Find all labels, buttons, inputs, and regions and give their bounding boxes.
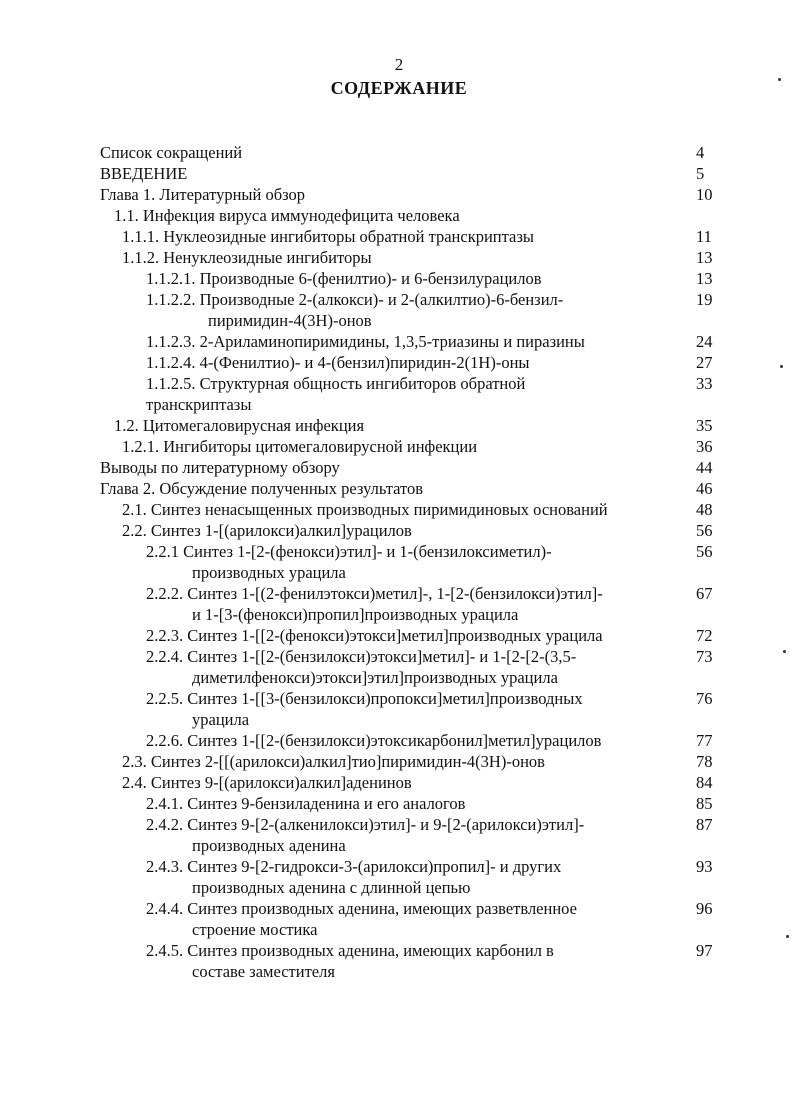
- toc-entry-text: 1.1.2.5. Структурная общность ингибиторов обратной: [146, 374, 526, 393]
- toc-entry-text: 1.1.2.4. 4-(Фенилтио)- и 4-(бензил)пиридин-2(1Н)-оны: [146, 353, 530, 372]
- toc-entry: [0, 625, 798, 646]
- toc-entry-page: 13: [696, 269, 713, 288]
- toc-entry: [0, 688, 798, 730]
- toc-entry-text: 2.2. Синтез 1-[(арилокси)алкил]урацилов: [122, 521, 412, 540]
- toc-entry-text: 2.2.3. Синтез 1-[[2-(фенокси)этокси]метил]производных урацила: [146, 626, 603, 645]
- toc-entry: [0, 247, 798, 268]
- toc-entry-page: 36: [696, 437, 713, 456]
- toc-entry: [0, 163, 798, 184]
- toc-entry-text: 2.4. Синтез 9-[(арилокси)алкил]аденинов: [122, 773, 412, 792]
- toc-entry: [0, 793, 798, 814]
- toc-entry-page: 78: [696, 752, 713, 771]
- toc-entry: [0, 226, 798, 247]
- scan-speck: [786, 935, 789, 938]
- toc-entry: [0, 856, 798, 898]
- toc-entry-text: 1.1.2.1. Производные 6-(фенилтио)- и 6-бензилурацилов: [146, 269, 542, 288]
- toc-entry-page: 46: [696, 479, 713, 498]
- toc-entry: [0, 730, 798, 751]
- toc-entry: [0, 352, 798, 373]
- toc-entry: [0, 646, 798, 688]
- toc-entry: [0, 331, 798, 352]
- toc-entry-page: 56: [696, 542, 713, 561]
- toc-entry: [0, 583, 798, 625]
- toc-entry-page: 33: [696, 374, 713, 393]
- scan-speck: [783, 650, 786, 653]
- toc-entry-continuation: транскриптазы: [146, 395, 252, 414]
- toc-entry-text: 1.1.2.2. Производные 2-(алкокси)- и 2-(алкилтио)-6-бензил-: [146, 290, 564, 309]
- toc-entry: [0, 457, 798, 478]
- toc-entry-text: Выводы по литературному обзору: [100, 458, 340, 477]
- toc-entry-text: 2.1. Синтез ненасыщенных производных пиримидиновых оснований: [122, 500, 608, 519]
- toc-entry-text: 2.2.2. Синтез 1-[(2-фенилэтокси)метил]-, 1-[2-(бензилокси)этил]-: [146, 584, 603, 603]
- toc-entry-page: 44: [696, 458, 713, 477]
- toc-entry-continuation: производных аденина с длинной цепью: [192, 878, 471, 897]
- toc-entry: [0, 940, 798, 982]
- toc-entry-text: 2.4.1. Синтез 9-бензиладенина и его аналогов: [146, 794, 466, 813]
- toc-entry-page: 67: [696, 584, 713, 603]
- toc-entry-page: 96: [696, 899, 713, 918]
- toc-entry-text: 1.1.2.3. 2-Ариламинопиримидины, 1,3,5-триазины и пиразины: [146, 332, 585, 351]
- toc-entry-page: 11: [696, 227, 712, 246]
- toc-entry-text: Список сокращений: [100, 143, 243, 162]
- toc-entry-text: 2.4.4. Синтез производных аденина, имеющих разветвленное: [146, 899, 577, 918]
- toc-entry-continuation: строение мостика: [192, 920, 318, 939]
- toc-entry-page: 35: [696, 416, 713, 435]
- toc-entry-page: 85: [696, 794, 713, 813]
- toc-entry-page: 73: [696, 647, 713, 666]
- toc-entry-text: 2.2.1 Синтез 1-[2-(фенокси)этил]- и 1-(бензилоксиметил)-: [146, 542, 552, 561]
- toc-entry-page: 13: [696, 248, 713, 267]
- toc-entry: [0, 289, 798, 331]
- toc-entry: [0, 520, 798, 541]
- toc-entry: [0, 184, 798, 205]
- toc-entry-text: 1.1.1. Нуклеозидные ингибиторы обратной транскриптазы: [122, 227, 534, 246]
- toc-entry: [0, 478, 798, 499]
- toc-entry-page: 97: [696, 941, 713, 960]
- toc-entry-text: 1.1. Инфекция вируса иммунодефицита человека: [114, 206, 460, 225]
- toc-entry-text: 1.2. Цитомегаловирусная инфекция: [114, 416, 365, 435]
- toc-entry: [0, 436, 798, 457]
- page-number: 2: [394, 55, 404, 74]
- toc-entry-text: Глава 2. Обсуждение полученных результатов: [100, 479, 424, 498]
- toc-entry-page: 72: [696, 626, 713, 645]
- toc-entry-text: 2.4.3. Синтез 9-[2-гидрокси-3-(арилокси)пропил]- и других: [146, 857, 562, 876]
- toc-entry-text: Глава 1. Литературный обзор: [100, 185, 306, 204]
- toc-entry: [0, 499, 798, 520]
- toc-entry-text: 1.1.2. Ненуклеозидные ингибиторы: [122, 248, 372, 267]
- toc-entry-page: 10: [696, 185, 713, 204]
- toc-entry-text: 2.4.2. Синтез 9-[2-(алкенилокси)этил]- и 9-[2-(арилокси)этил]-: [146, 815, 585, 834]
- toc-entry-text: 2.2.5. Синтез 1-[[3-(бензилокси)пропокси]метил]производных: [146, 689, 583, 708]
- toc-entry-page: 77: [696, 731, 713, 750]
- toc-entry-page: 93: [696, 857, 713, 876]
- toc-entry-page: 24: [696, 332, 713, 351]
- toc-entry-text: 2.4.5. Синтез производных аденина, имеющих карбонил в: [146, 941, 554, 960]
- toc-entry: [0, 373, 798, 415]
- toc-entry: [0, 541, 798, 583]
- toc-entry-page: 19: [696, 290, 713, 309]
- scan-speck: [780, 365, 783, 368]
- toc-entry-text: 1.2.1. Ингибиторы цитомегаловирусной инфекции: [122, 437, 478, 456]
- toc-entry-page: 48: [696, 500, 713, 519]
- toc-entry-continuation: диметилфенокси)этокси]этил]производных урацила: [192, 668, 558, 687]
- toc-entry-continuation: пиримидин-4(3Н)-онов: [208, 311, 372, 330]
- toc-entry-text: ВВЕДЕНИЕ: [100, 164, 188, 183]
- toc-entry-page: 76: [696, 689, 713, 708]
- toc-entry-page: 5: [696, 164, 705, 183]
- toc-entry: [0, 268, 798, 289]
- toc-entry: [0, 205, 798, 226]
- toc-entry-continuation: составе заместителя: [192, 962, 335, 981]
- toc-entry-page: 87: [696, 815, 713, 834]
- toc-entry: [0, 898, 798, 940]
- toc-entry-text: 2.3. Синтез 2-[[(арилокси)алкил]тио]пиримидин-4(3Н)-онов: [122, 752, 545, 771]
- toc-entry: [0, 814, 798, 856]
- table-of-contents: [0, 142, 798, 982]
- toc-entry: [0, 772, 798, 793]
- toc-entry-page: 4: [696, 143, 705, 162]
- page-title: СОДЕРЖАНИЕ: [330, 78, 468, 98]
- toc-entry-continuation: производных аденина: [192, 836, 346, 855]
- toc-entry: [0, 415, 798, 436]
- toc-entry-page: 27: [696, 353, 713, 372]
- toc-entry-page: 56: [696, 521, 713, 540]
- scan-speck: [778, 78, 781, 81]
- toc-entry: [0, 751, 798, 772]
- toc-entry-page: 84: [696, 773, 713, 792]
- toc-entry-text: 2.2.4. Синтез 1-[[2-(бензилокси)этокси]метил]- и 1-[2-[2-(3,5-: [146, 647, 577, 666]
- toc-entry-continuation: урацила: [192, 710, 250, 729]
- toc-entry-continuation: производных урацила: [192, 563, 346, 582]
- toc-entry-continuation: и 1-[3-(фенокси)пропил]производных урацила: [192, 605, 519, 624]
- toc-entry: [0, 142, 798, 163]
- toc-entry-text: 2.2.6. Синтез 1-[[2-(бензилокси)этоксикарбонил]метил]урацилов: [146, 731, 602, 750]
